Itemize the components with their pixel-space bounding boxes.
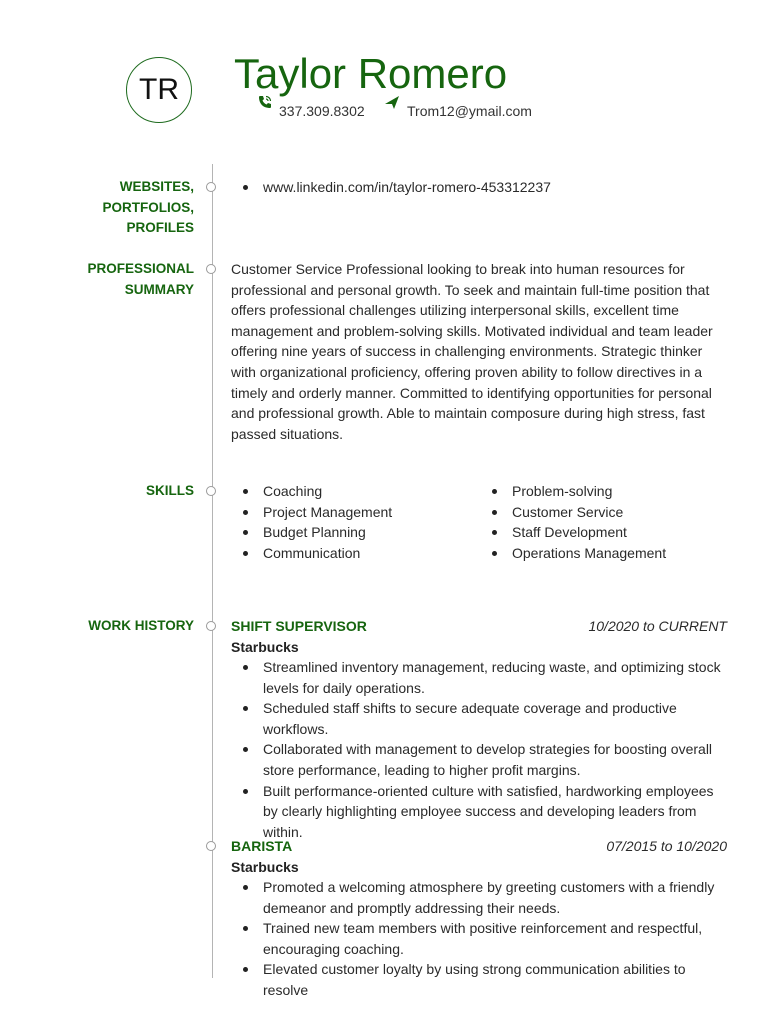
websites-list — [231, 177, 731, 198]
label-line: PORTFOLIOS, — [102, 199, 194, 215]
job-bullet: Promoted a welcoming atmosphere by greeting customers with a friendly demeanor and promptly addressing their needs. — [231, 877, 731, 918]
monogram-avatar — [126, 57, 192, 123]
skill-item: Communication — [231, 543, 471, 564]
summary-text: Customer Service Professional looking to break into human resources for professional and personal growth. To seek and maintain full-time position that offers professional challenges utilizing interpersonal skills, excellent time management and problem-solving skills. Motivated individual and team leader offering nine years of success in challenging environments. Strategic thinker with organizational proficiency, offering proven ability to follow directives in a timely and orderly manner. Committed to identifying opportunities for personal and professional growth. Able to maintain composure during high stress, fast passed situations. — [231, 261, 713, 442]
timeline-node-job-2 — [206, 841, 216, 851]
label-line: PROFESSIONAL — [87, 261, 194, 276]
job-bullet: Streamlined inventory management, reducing waste, and optimizing stock levels for daily operations. — [231, 657, 731, 698]
job-bullet: Collaborated with management to develop strategies for boosting overall store performance, leading to higher profit margins. — [231, 739, 731, 780]
website-link[interactable]: www.linkedin.com/in/taylor-romero-453312237 — [231, 177, 731, 198]
email-address: Trom12@ymail.com — [407, 103, 532, 119]
section-label-work: WORK HISTORY — [88, 618, 194, 633]
label-line: WEBSITES, — [119, 179, 194, 194]
job-title: BARISTA — [231, 838, 293, 854]
label-line: PROFILES — [126, 220, 194, 236]
job-bullet: Trained new team members with positive reinforcement and respectful, encouraging coaching. — [231, 918, 731, 959]
skill-item: Project Management — [231, 502, 471, 523]
skill-item: Operations Management — [480, 543, 730, 564]
phone-icon — [257, 94, 273, 110]
job-title: SHIFT SUPERVISOR — [231, 618, 367, 634]
timeline-node-work — [206, 621, 216, 631]
section-label-skills: SKILLS — [145, 483, 194, 498]
skills-list-right — [480, 481, 730, 563]
job-bullet: Elevated customer loyalty by using strong communication abilities to resolve — [231, 959, 731, 1000]
job-bullet: Scheduled staff shifts to secure adequate coverage and productive workflows. — [231, 698, 731, 739]
initials: TR — [139, 73, 179, 106]
section-label-websites — [102, 177, 194, 239]
job-dates: 07/2015 to 10/2020 — [606, 838, 727, 854]
skill-item: Coaching — [231, 481, 471, 502]
skills-list-left — [231, 481, 471, 563]
label-line: SUMMARY — [124, 281, 194, 297]
timeline-node-skills — [206, 486, 216, 496]
skill-item: Problem-solving — [480, 481, 730, 502]
section-label-summary — [87, 259, 194, 300]
timeline-line — [212, 164, 213, 978]
phone-number: 337.309.8302 — [279, 103, 365, 119]
job-bullets — [231, 877, 731, 1001]
send-icon — [384, 94, 400, 110]
company-name: Starbucks — [231, 859, 299, 875]
job-dates: 10/2020 to CURRENT — [588, 618, 727, 634]
job-bullet: Built performance-oriented culture with satisfied, hardworking employees by clearly highlighting employee success and developing leaders from within. — [231, 781, 731, 843]
job-bullets — [231, 657, 731, 842]
skill-item: Budget Planning — [231, 522, 471, 543]
skill-item: Staff Development — [480, 522, 730, 543]
timeline-node-summary — [206, 264, 216, 274]
company-name: Starbucks — [231, 639, 299, 655]
timeline-node-websites — [206, 182, 216, 192]
candidate-name: Taylor Romero — [234, 50, 508, 97]
skill-item: Customer Service — [480, 502, 730, 523]
